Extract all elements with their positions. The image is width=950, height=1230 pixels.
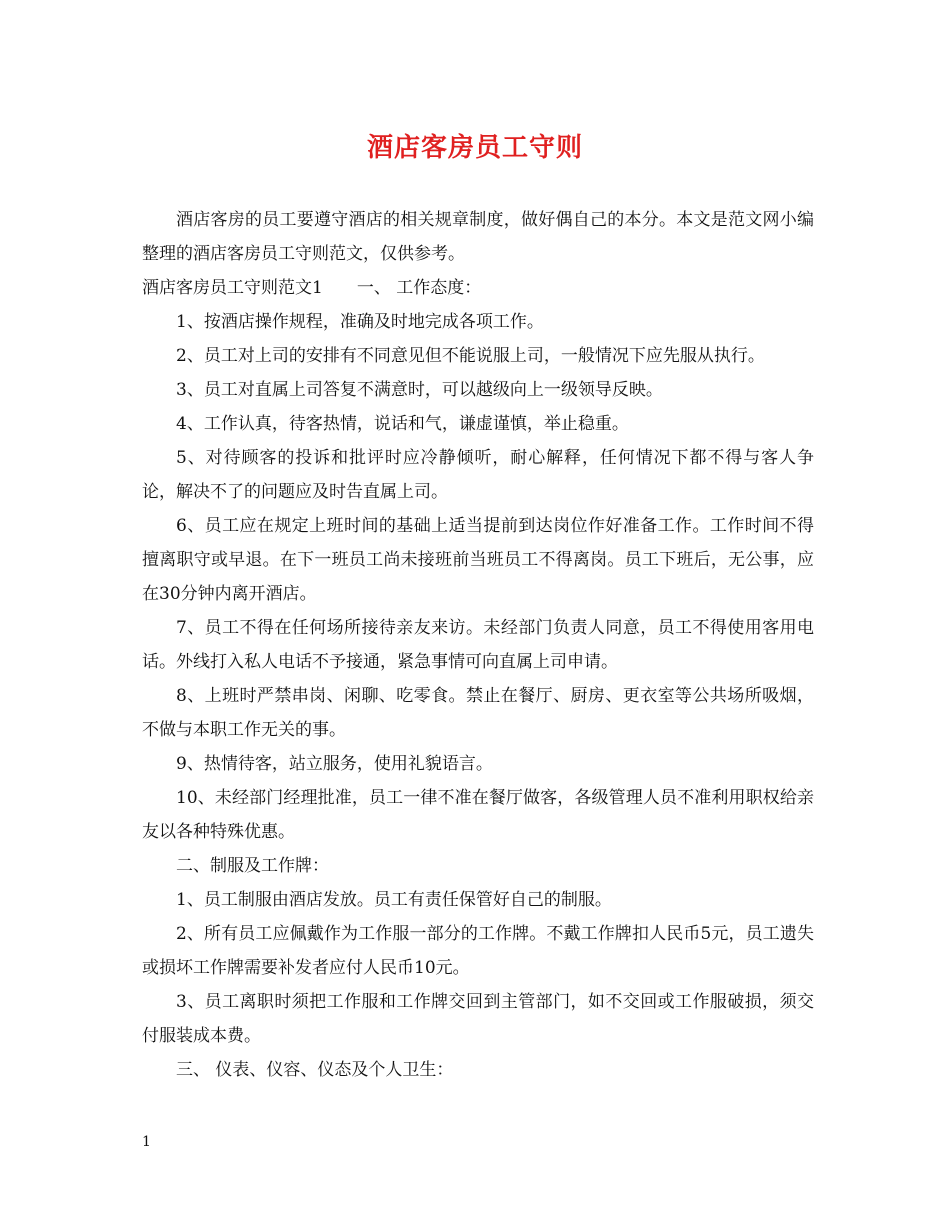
page-number: 1 <box>142 1134 151 1150</box>
document-body <box>142 203 814 1087</box>
section-heading: 三、 仪表、仪容、仪态及个人卫生： <box>176 1060 454 1080</box>
rule-paragraph: 8、上班时严禁串岗、闲聊、吃零食。禁止在餐厅、厨房、更衣室等公共场所吸烟，不做与本职工作无关的事。 <box>142 686 814 740</box>
rule-paragraph: 3、员工对直属上司答复不满意时，可以越级向上一级领导反映。 <box>176 380 663 400</box>
page-title: 酒店客房员工守则 <box>366 133 583 163</box>
section-line <box>142 271 814 305</box>
rule-paragraph: 5、对待顾客的投诉和批评时应冷静倾听，耐心解释，任何情况下都不得与客人争论，解决不了的问题应及时告直属上司。 <box>142 448 814 502</box>
rule-paragraph: 1、按酒店操作规程，准确及时地完成各项工作。 <box>176 312 544 332</box>
rule-paragraph: 1、员工制服由酒店发放。员工有责任保管好自己的制服。 <box>176 890 612 910</box>
rule-paragraph: 9、热情待客，站立服务，使用礼貌语言。 <box>176 754 493 774</box>
rule-paragraph: 7、员工不得在任何场所接待亲友来访。未经部门负责人同意，员工不得使用客用电话。外线打入私人电话不予接通，紧急事情可向直属上司申请。 <box>142 618 814 672</box>
rule-paragraph: 4、工作认真，待客热情，说话和气，谦虚谨慎，举止稳重。 <box>176 414 629 434</box>
rule-paragraph: 6、员工应在规定上班时间的基础上适当提前到达岗位作好准备工作。工作时间不得擅离职守或早退。在下一班员工尚未接班前当班员工不得离岗。员工下班后，无公事，应在30分钟内离开酒店。 <box>142 516 814 604</box>
rule-paragraph: 10、未经部门经理批准，员工一律不准在餐厅做客，各级管理人员不准利用职权给亲友以各种特殊优惠。 <box>142 788 814 842</box>
section-heading: 一、 工作态度： <box>356 278 482 298</box>
section-lead: 酒店客房员工守则范文1 <box>142 278 323 298</box>
rule-paragraph: 2、员工对上司的安排有不同意见但不能说服上司，一般情况下应先服从执行。 <box>176 346 765 366</box>
rule-paragraph: 2、所有员工应佩戴作为工作服一部分的工作牌。不戴工作牌扣人民币5元，员工遗失或损坏工作牌需要补发者应付人民币10元。 <box>142 924 814 978</box>
intro-paragraph: 酒店客房的员工要遵守酒店的相关规章制度，做好偶自己的本分。本文是范文网小编整理的酒店客房员工守则范文，仅供参考。 <box>142 210 814 264</box>
section-heading: 二、制服及工作牌： <box>176 856 329 876</box>
rule-paragraph: 3、员工离职时须把工作服和工作牌交回到主管部门，如不交回或工作服破损，须交付服装成本费。 <box>142 992 814 1046</box>
